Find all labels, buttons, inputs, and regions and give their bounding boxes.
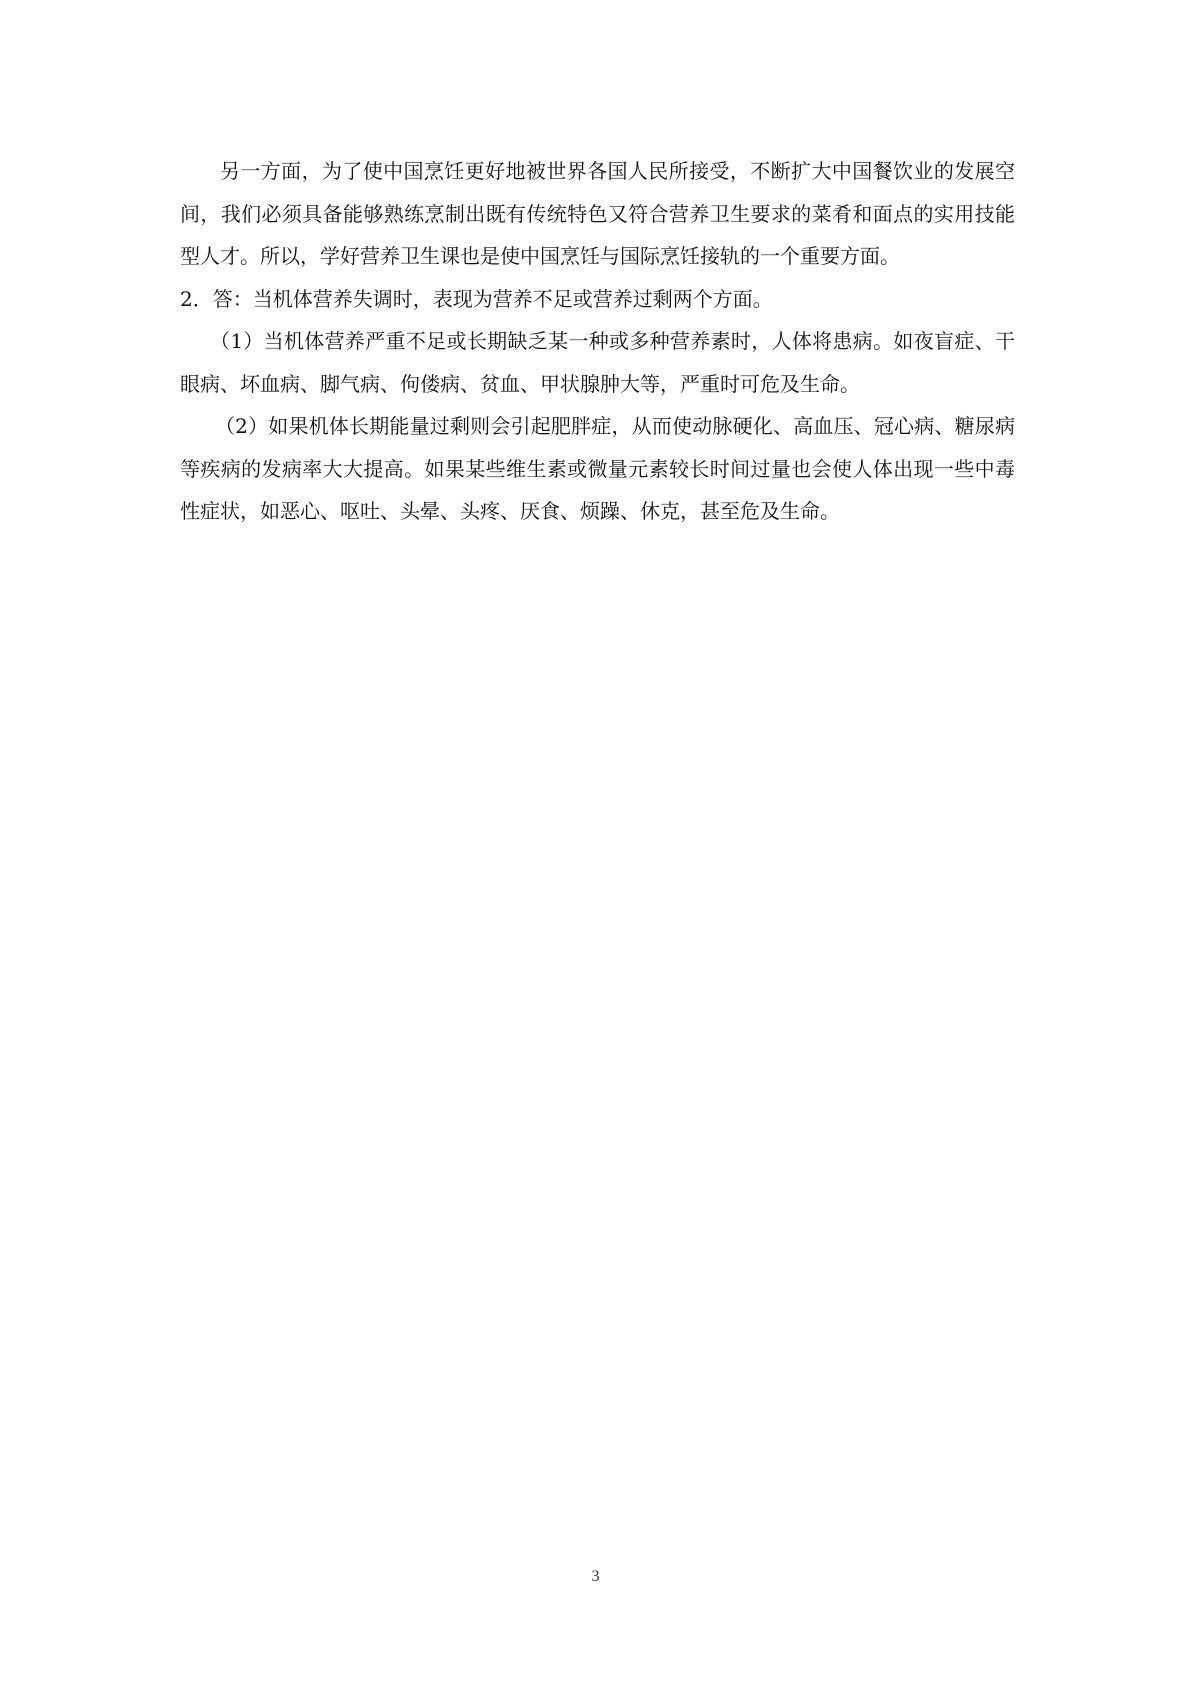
document-body [180, 150, 1015, 533]
page-number: 3 [591, 1568, 600, 1585]
paragraph-overnutrition: （2）如果机体长期能量过剩则会引起肥胖症，从而使动脉硬化、高血压、冠心病、糖尿病等疾病的发病率大大提高。如果某些维生素或微量元素较长时间过量也会使人体出现一些中毒性症状，如恶心、呕吐、头晕、头疼、厌食、烦躁、休克，甚至危及生命。 [180, 414, 1015, 523]
paragraph-undernutrition: （1）当机体营养严重不足或长期缺乏某一种或多种营养素时，人体将患病。如夜盲症、干眼病、坏血病、脚气病、佝偻病、贫血、甲状腺肿大等，严重时可危及生命。 [180, 329, 1015, 396]
paragraph-answer-2: 2．答：当机体营养失调时，表现为营养不足或营养过剩两个方面。 [180, 286, 773, 311]
paragraph-cooking-international: 另一方面，为了使中国烹饪更好地被世界各国人民所接受，不断扩大中国餐饮业的发展空间，我们必须具备能够熟练烹制出既有传统特色又符合营养卫生要求的菜肴和面点的实用技能型人才。所以，学好营养卫生课也是使中国烹饪与国际烹饪接轨的一个重要方面。 [180, 159, 1015, 268]
